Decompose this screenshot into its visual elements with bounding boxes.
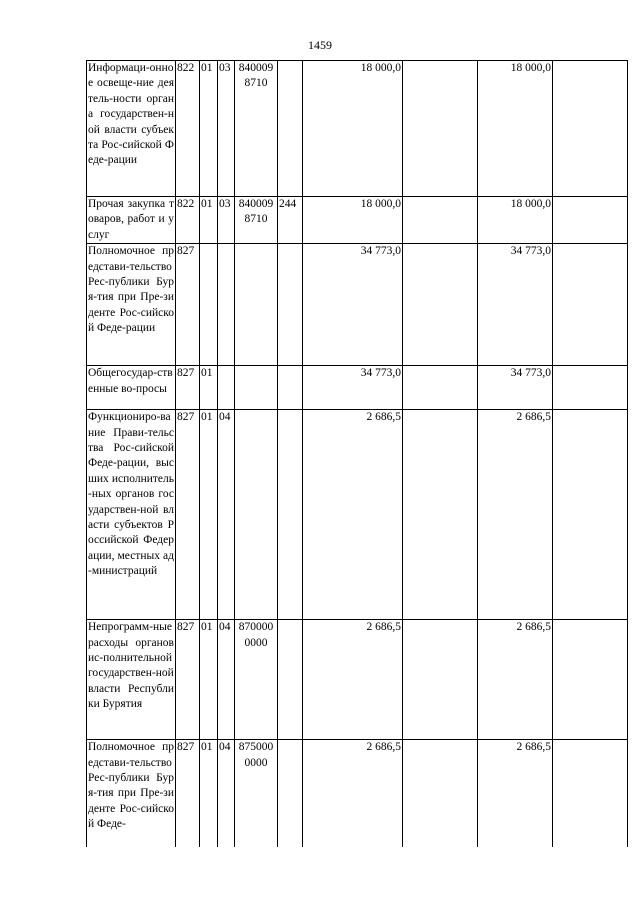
row-name: Полномочное представи-тельство Рес-публики Буря-тия при Пре-зиденте Рос-сийской Феде- xyxy=(87,740,176,847)
row-section: 01 xyxy=(200,61,218,197)
row-subsection xyxy=(218,366,235,410)
row-section: 01 xyxy=(200,197,218,244)
row-sum-3: 2 686,5 xyxy=(478,620,553,740)
table-row xyxy=(87,61,628,197)
row-name: Непрограмм-ные расходы органов ис-полнительной государствен-ной власти Республики Бурятия xyxy=(87,620,176,740)
row-sum-1: 2 686,5 xyxy=(303,740,403,847)
budget-table xyxy=(86,60,628,847)
row-article: 870000 0000 xyxy=(235,620,278,740)
row-code: 827 xyxy=(176,410,200,620)
row-sum-3: 34 773,0 xyxy=(478,244,553,366)
row-subsection: 03 xyxy=(218,61,235,197)
row-sum-1: 34 773,0 xyxy=(303,366,403,410)
row-section: 01 xyxy=(200,366,218,410)
row-sum-2 xyxy=(403,244,478,366)
row-sum-3: 2 686,5 xyxy=(478,740,553,847)
row-expense-type xyxy=(278,620,303,740)
row-article: 840009 8710 xyxy=(235,197,278,244)
row-subsection: 03 xyxy=(218,197,235,244)
row-expense-type xyxy=(278,61,303,197)
table-row xyxy=(87,244,628,366)
row-sum-2 xyxy=(403,61,478,197)
row-section xyxy=(200,244,218,366)
row-sum-1: 18 000,0 xyxy=(303,197,403,244)
row-expense-type xyxy=(278,244,303,366)
row-section: 01 xyxy=(200,410,218,620)
row-sum-4 xyxy=(553,410,628,620)
row-code: 827 xyxy=(176,366,200,410)
row-article xyxy=(235,366,278,410)
row-name: Информаци-онное освеще-ние деятель-ности органа государствен-ной власти субъекта Рос-сийской Феде-рации xyxy=(87,61,176,197)
row-sum-2 xyxy=(403,197,478,244)
row-subsection: 04 xyxy=(218,740,235,847)
row-sum-1: 2 686,5 xyxy=(303,410,403,620)
row-article xyxy=(235,244,278,366)
row-code: 827 xyxy=(176,740,200,847)
row-subsection: 04 xyxy=(218,410,235,620)
table-row xyxy=(87,620,628,740)
row-name: Функциониро-вание Прави-тельства Рос-сийской Феде-рации, высших исполнитель-ных органов государствен-ной власти субъектов Российской Федерации, местных ад-министраций xyxy=(87,410,176,620)
row-expense-type xyxy=(278,410,303,620)
row-sum-4 xyxy=(553,197,628,244)
table-row xyxy=(87,740,628,847)
row-sum-4 xyxy=(553,366,628,410)
row-expense-type xyxy=(278,366,303,410)
page-number: 1459 xyxy=(308,38,332,52)
row-sum-4 xyxy=(553,61,628,197)
row-article: 875000 0000 xyxy=(235,740,278,847)
row-name: Прочая закупка товаров, работ и услуг xyxy=(87,197,176,244)
row-sum-4 xyxy=(553,244,628,366)
row-sum-4 xyxy=(553,740,628,847)
row-code: 822 xyxy=(176,61,200,197)
table-row xyxy=(87,410,628,620)
row-sum-1: 18 000,0 xyxy=(303,61,403,197)
row-expense-type xyxy=(278,740,303,847)
row-subsection: 04 xyxy=(218,620,235,740)
row-sum-4 xyxy=(553,620,628,740)
row-sum-2 xyxy=(403,410,478,620)
row-sum-1: 34 773,0 xyxy=(303,244,403,366)
table-row xyxy=(87,197,628,244)
row-name: Полномочное представи-тельство Рес-публики Буря-тия при Пре-зиденте Рос-сийской Феде-рации xyxy=(87,244,176,366)
row-article xyxy=(235,410,278,620)
row-subsection xyxy=(218,244,235,366)
row-sum-2 xyxy=(403,740,478,847)
row-code: 822 xyxy=(176,197,200,244)
row-section: 01 xyxy=(200,740,218,847)
row-section: 01 xyxy=(200,620,218,740)
row-expense-type: 244 xyxy=(278,197,303,244)
row-sum-3: 34 773,0 xyxy=(478,366,553,410)
row-sum-3: 18 000,0 xyxy=(478,197,553,244)
row-name: Общегосудар-ственные во-просы xyxy=(87,366,176,410)
row-sum-3: 2 686,5 xyxy=(478,410,553,620)
table-row xyxy=(87,366,628,410)
row-sum-3: 18 000,0 xyxy=(478,61,553,197)
row-article: 840009 8710 xyxy=(235,61,278,197)
row-code: 827 xyxy=(176,620,200,740)
row-sum-1: 2 686,5 xyxy=(303,620,403,740)
row-sum-2 xyxy=(403,620,478,740)
row-sum-2 xyxy=(403,366,478,410)
row-code: 827 xyxy=(176,244,200,366)
